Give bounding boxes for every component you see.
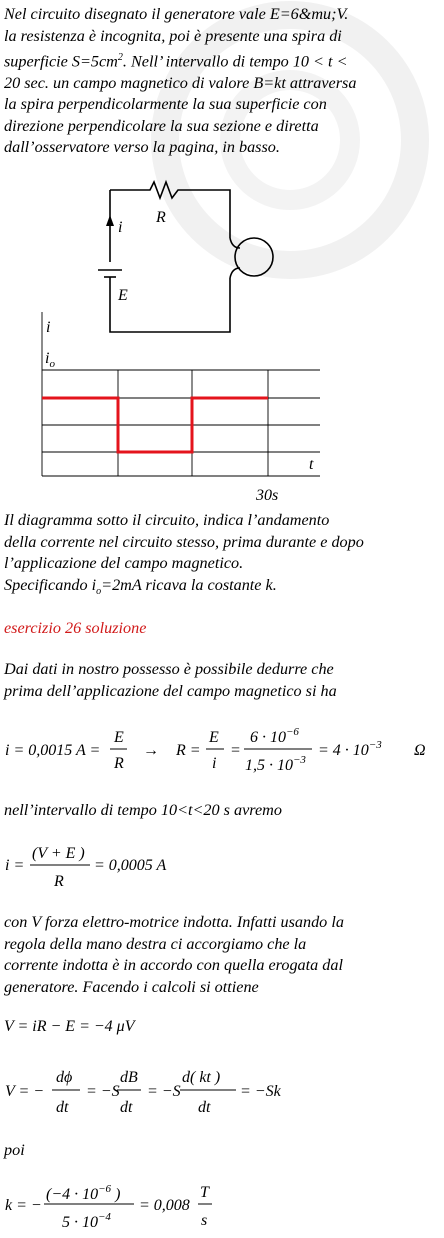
- intro-line: la spira perpendicolarmente la sua superficie con: [4, 95, 327, 114]
- problem-text: Il diagramma sotto il circuito, indica l’andamento della corrente nel circuito stesso, prima durante e dopo l’applicazione del campo magnetico. Specificando $i_o=2mA$ ricava la costante k.: [4, 511, 364, 597]
- svg-text:= −Sk: = −Sk: [240, 1083, 281, 1100]
- svg-text:dt: dt: [120, 1099, 133, 1116]
- svg-text:i =: i =: [5, 857, 25, 874]
- svg-text:1,5 · 10−3: $1,5 \cdot 10^{-3}$: [245, 754, 306, 774]
- svg-text:i = 0,0015 A =: i = 0,0015 A =: [5, 742, 101, 759]
- svg-text:dt: dt: [56, 1099, 69, 1116]
- current-label: i: [118, 219, 123, 236]
- solution-text-1: Dai dati in nostro possesso è possibile dedurre che prima dell’applicazione del campo magnetico si ha: [4, 660, 337, 700]
- svg-text:R: R: [114, 755, 124, 772]
- svg-text:= 0,0005 A: = 0,0005 A: [94, 857, 167, 874]
- intro-line: Nel circuito disegnato il generatore vale E=6&mu;V.: [4, 5, 349, 23]
- svg-text:dϕ: dϕ: [56, 1069, 73, 1086]
- svg-text:k = −: k = −: [5, 1197, 42, 1214]
- svg-text:R =: R =: [176, 742, 201, 759]
- svg-text:= 0,008: = 0,008: [139, 1197, 190, 1214]
- svg-text:i: i: [212, 755, 217, 772]
- svg-text:= 4 · 10−3: = $4 \cdot 10^{-3}$: [318, 739, 382, 759]
- solution-text-3: con V forza elettro-motrice indotta. Infatti usando la regola della mano destra ci accorgiamo che la corrente indotta è in accordo con quella erogata dal generatore. Facendo i calcoli si ottiene: [4, 913, 344, 996]
- resistor-label: R: [156, 209, 166, 226]
- solution-text-4: poi: [4, 1141, 25, 1159]
- x-axis-label: t: [309, 456, 314, 473]
- equation-faraday: [0, 1064, 444, 1124]
- svg-text:(V + E ): (V + E ): [32, 845, 85, 862]
- generator-label: E: [118, 287, 128, 304]
- current-time-graph: [0, 312, 444, 507]
- svg-text:= −S: = −S: [86, 1083, 120, 1100]
- svg-text:E: E: [114, 729, 124, 746]
- svg-text:=: =: [230, 742, 241, 759]
- svg-text:R: R: [54, 873, 64, 890]
- y-tick-label: $i_o$: [45, 350, 55, 370]
- equation-emf: V = iR − E = −4 μV: [4, 1018, 135, 1035]
- intro-line: 20 sec. un campo magnetico di valore B=kt attraversa: [4, 73, 357, 92]
- svg-text:5 · 10−4: $5 \cdot 10^{-4}$: [62, 1211, 111, 1231]
- intro-line: direzione perpendicolare la sua sezione e diretta: [4, 116, 319, 135]
- svg-text:d( kt ): d( kt ): [182, 1069, 221, 1086]
- svg-text:V = −: V = −: [5, 1083, 45, 1100]
- y-axis-label: i: [46, 319, 51, 336]
- x-tick-label: 30s: [256, 487, 279, 504]
- intro-line: la resistenza è incognita, poi è presente una spira di: [4, 26, 342, 45]
- solution-text-2: nell’intervallo di tempo 10<t<20 s avremo: [4, 801, 282, 819]
- equation-resistance: [0, 722, 444, 782]
- svg-text:T: T: [200, 1184, 209, 1201]
- equation-k: [0, 1180, 444, 1238]
- equation-current: [0, 838, 444, 898]
- solution-title: esercizio 26 soluzione: [4, 619, 147, 637]
- svg-text:E: E: [209, 729, 219, 746]
- svg-text:(−4 · 10−6 ): ($-4 \cdot 10^{-6}$ ): [46, 1183, 121, 1203]
- svg-text:6 · 10−6: $6 \cdot 10^{-6}$: [250, 726, 299, 746]
- svg-text:dt: dt: [198, 1099, 211, 1116]
- svg-text:s: s: [201, 1212, 208, 1229]
- svg-text:→: →: [143, 742, 159, 759]
- intro-text: [4, 4, 442, 159]
- intro-line: dall’osservatore verso la pagina, in basso.: [4, 138, 280, 157]
- svg-text:Ω: Ω: [414, 742, 426, 759]
- intro-line: superficie $S=5cm^2$. Nell’ intervallo di tempo 10 < t <: [4, 52, 348, 71]
- svg-text:= −S: = −S: [147, 1083, 181, 1100]
- svg-text:dB: dB: [120, 1069, 138, 1086]
